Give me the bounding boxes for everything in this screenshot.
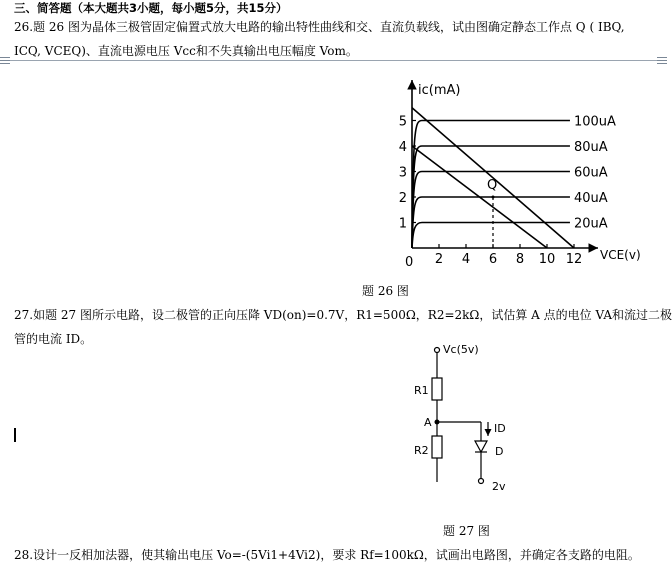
diode-symbol — [475, 441, 487, 452]
x-tick-label: 12 — [565, 252, 583, 267]
vc-terminal — [435, 348, 440, 353]
curve-label-60uA: 60uA — [573, 165, 608, 181]
y-tick-label: 3 — [398, 165, 407, 181]
y-axis-label: ic(mA) — [418, 83, 461, 98]
circuit-diagram — [400, 338, 540, 498]
text-cursor — [14, 428, 16, 442]
q27-text-line1: 27.如题 27 图所示电路，设二极管的正向压降 VD(on)=0.7V，R1=500Ω，R2=2kΩ，试估算 A 点的电位 VA和流过二极 — [14, 308, 672, 322]
figure-26-caption: 题 26 图 — [362, 284, 409, 298]
y-tick-label: 1 — [398, 216, 407, 232]
q28-text-line1: 28.设计一反相加法器，使其输出电压 Vo=-(5Vi1+4Vi2)，要求 Rf=100kΩ，试画出电路图，并确定各支路的电阻。 — [14, 548, 640, 562]
curve-label-100uA: 100uA — [573, 114, 616, 130]
q-point-marker — [492, 196, 495, 199]
curve-label-20uA: 20uA — [573, 216, 608, 232]
r2-label: R2 — [414, 444, 429, 457]
q27-text-line2: 管的电流 ID。 — [14, 332, 93, 346]
y-tick-label: 4 — [398, 140, 407, 155]
page-separator — [0, 60, 667, 61]
curve-label-80uA: 80uA — [573, 140, 608, 155]
node-a-label: A — [424, 416, 432, 429]
r1-label: R1 — [414, 384, 429, 397]
x-tick-label: 10 — [538, 252, 556, 267]
resistor-r2 — [432, 436, 442, 458]
x-tick-label: 2 — [434, 252, 444, 267]
q-point-label: Q — [487, 178, 498, 193]
origin-label: 0 — [405, 255, 414, 270]
curve-20uA — [412, 223, 570, 249]
diode-label: D — [495, 445, 504, 458]
figure-27-caption: 题 27 图 — [443, 524, 490, 538]
current-label: ID — [494, 422, 506, 435]
q26-text-line2: ICQ, VCEQ)、直流电源电压 Vcc和不失真输出电压幅度 Vom。 — [14, 44, 358, 58]
resistor-r1 — [432, 378, 442, 400]
x-axis-label: VCE(v) — [600, 248, 641, 262]
y-tick-label: 5 — [398, 114, 407, 130]
q26-text-line1: 26.题 26 图为晶体三极管固定偏置式放大电路的输出特性曲线和交、直流负载线，试由图确定静态工作点 Q ( IBQ, — [14, 20, 625, 34]
vc-label: Vc(5v) — [443, 343, 479, 356]
separator-right-marker — [657, 55, 667, 65]
bottom-terminal — [479, 479, 484, 484]
x-tick-label: 4 — [461, 252, 471, 267]
x-tick-label: 6 — [488, 252, 498, 267]
y-tick-label: 2 — [398, 191, 407, 206]
separator-left-marker — [0, 55, 10, 65]
section-heading: 三、简答题（本大题共3小题，每小题5分，共15分） — [14, 1, 288, 15]
curve-label-40uA: 40uA — [573, 191, 608, 206]
x-tick-label: 8 — [515, 252, 525, 267]
output-characteristics-chart — [395, 72, 641, 272]
bottom-terminal-label: 2v — [492, 480, 506, 493]
